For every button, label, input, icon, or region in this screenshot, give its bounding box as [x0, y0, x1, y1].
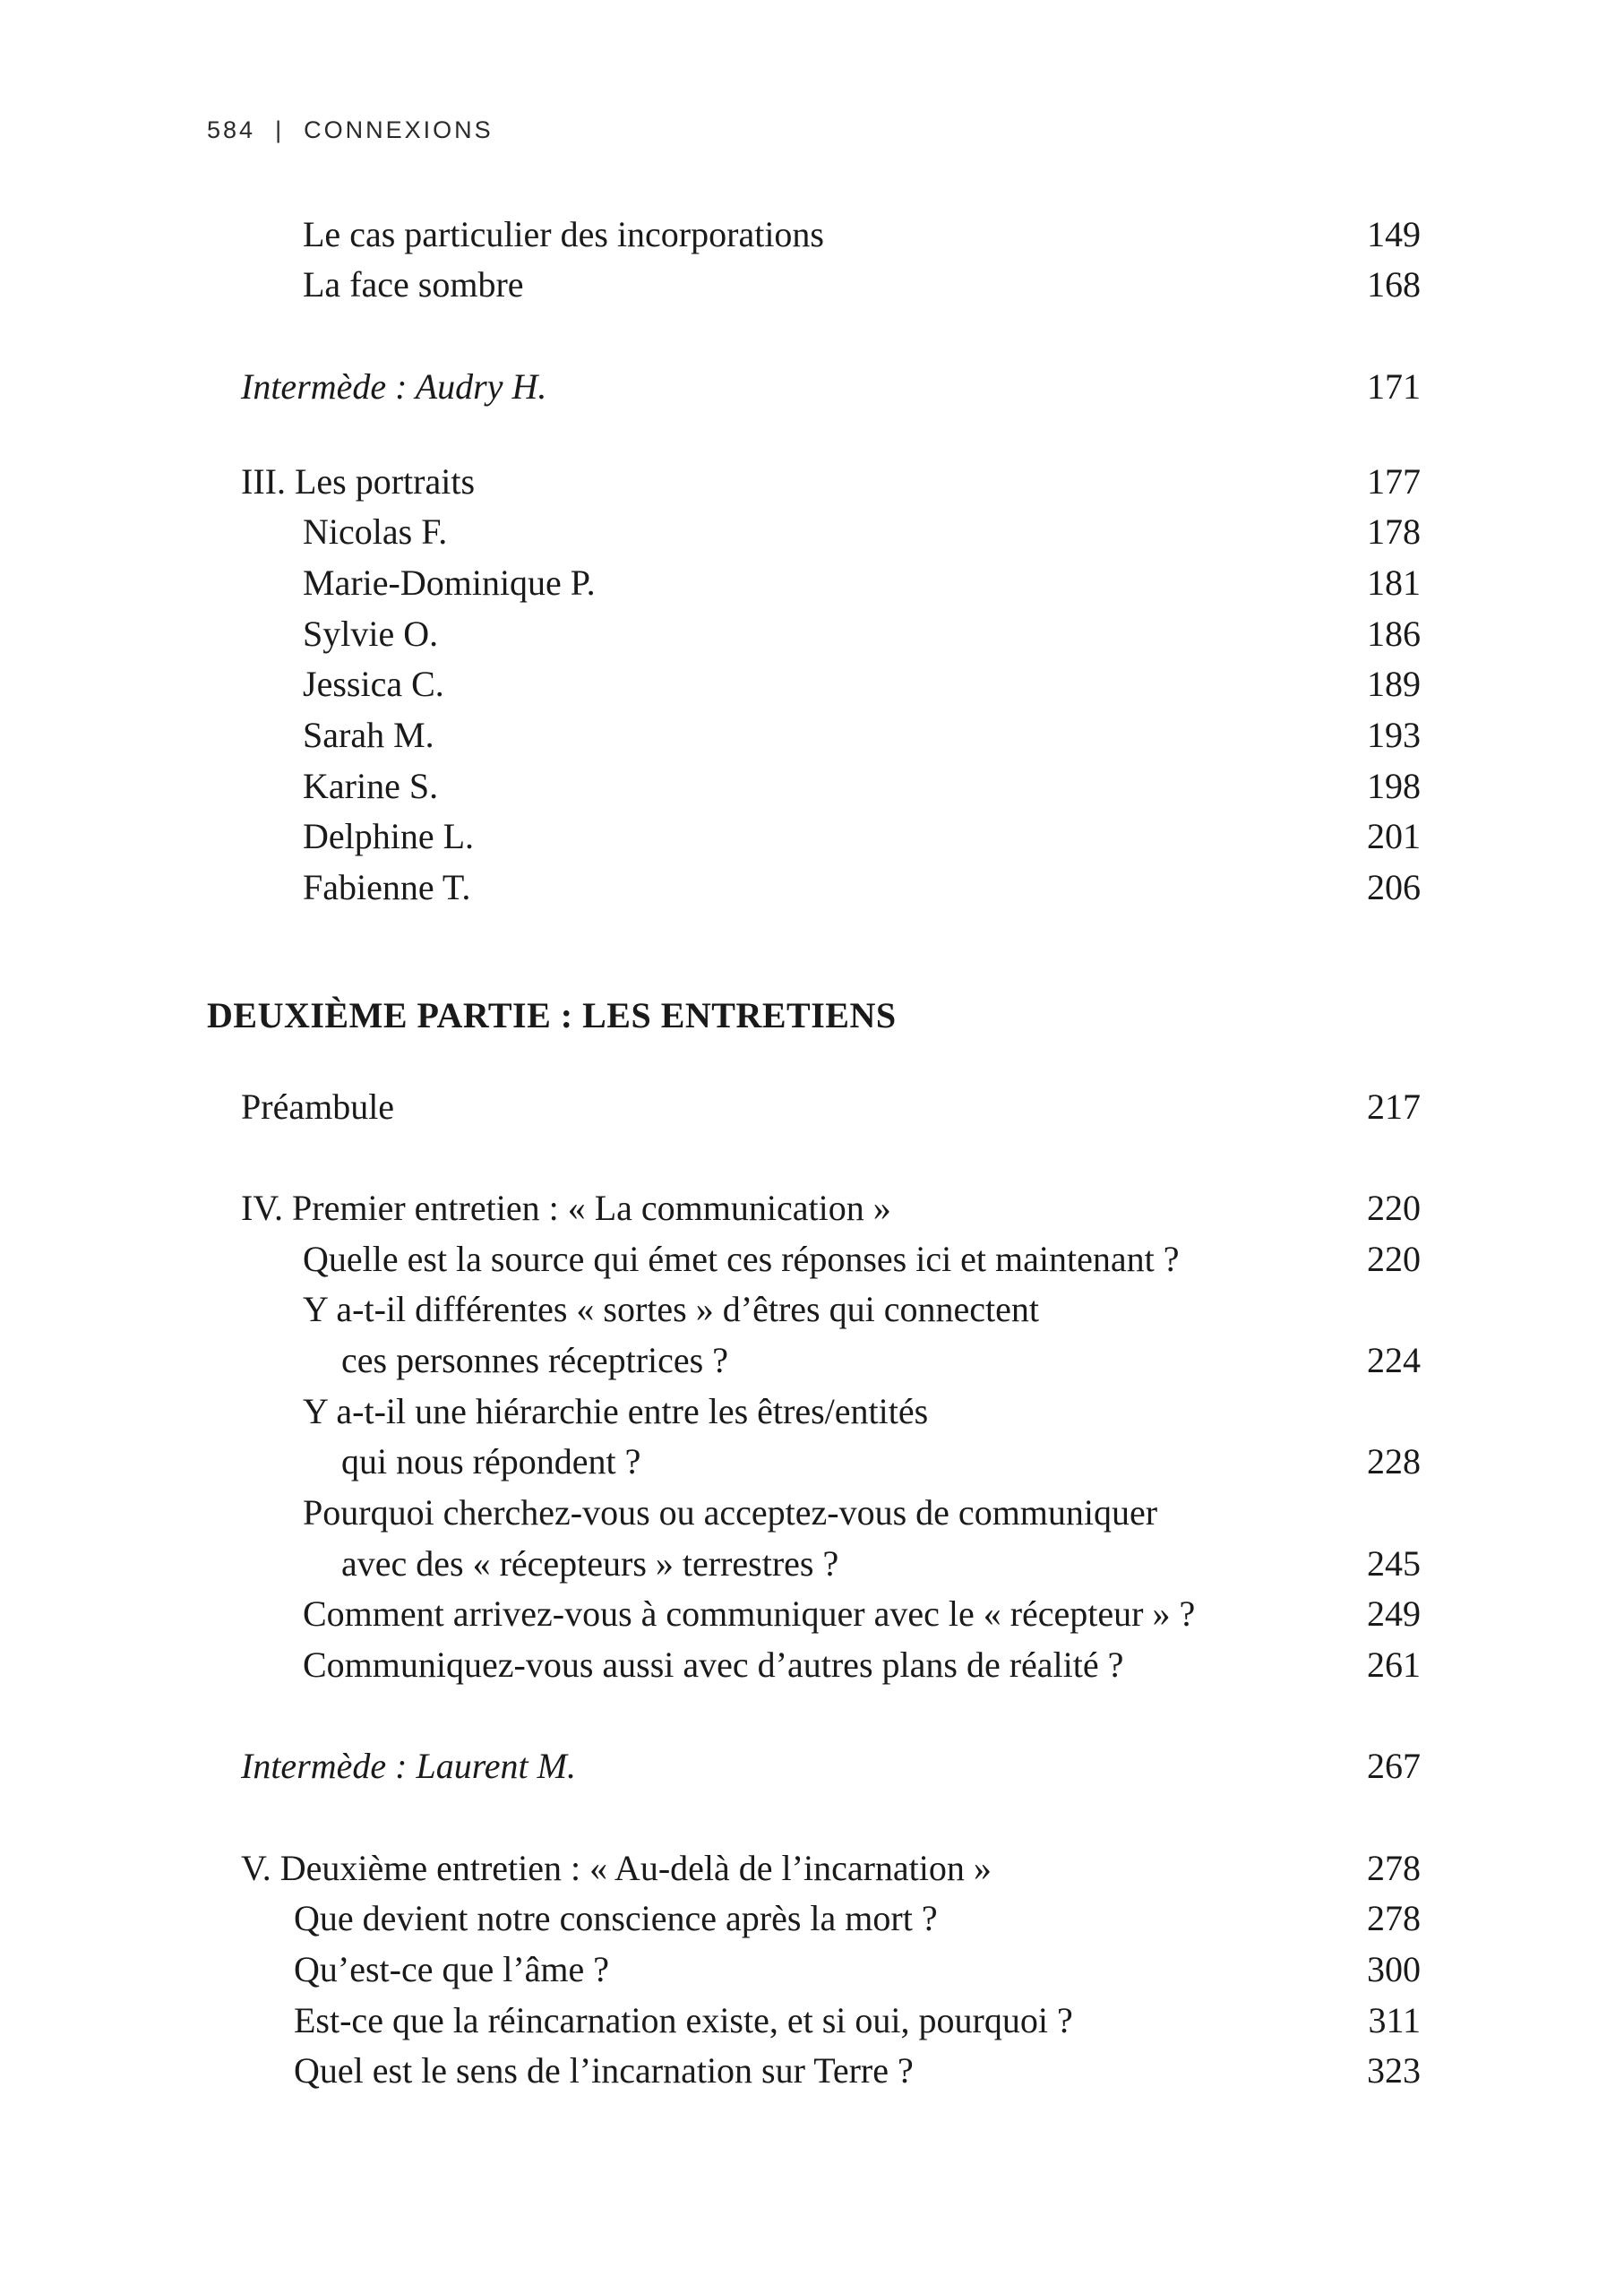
toc-chapter-title[interactable]: V. Deuxième entretien : « Au-delà de l’incarnation » [241, 1848, 992, 1888]
toc-entry-title[interactable]: Qu’est-ce que l’âme ? [294, 1949, 610, 1989]
toc-entry-continuation[interactable]: ces personnes réceptrices ? [341, 1340, 728, 1380]
toc-entry-page: 311 [1368, 2000, 1421, 2040]
header-separator: | [275, 116, 285, 143]
toc-entry-title[interactable]: Comment arrivez-vous à communiquer avec le « récepteur » ? [303, 1593, 1196, 1634]
toc-entry-page: 300 [1367, 1949, 1421, 1989]
toc-entry-page: 198 [1367, 766, 1421, 806]
toc-entry-page: 201 [1367, 816, 1421, 856]
toc-entry-title[interactable]: Delphine L. [303, 816, 475, 856]
book-title: CONNEXIONS [304, 116, 494, 143]
toc-entry-title[interactable]: Fabienne T. [303, 867, 471, 907]
toc-part-heading[interactable]: DEUXIÈME PARTIE : LES ENTRETIENS [207, 995, 897, 1035]
toc-entry-page: 206 [1367, 867, 1421, 907]
toc-entry-page: 171 [1367, 366, 1421, 407]
toc-entry-title[interactable]: Communiquez-vous aussi avec d’autres plans de réalité ? [303, 1645, 1124, 1685]
toc-entry-title[interactable]: Y a-t-il une hiérarchie entre les êtres/entités [303, 1391, 929, 1431]
toc-entry-page: 220 [1367, 1188, 1421, 1228]
toc-entry-page: 278 [1367, 1898, 1421, 1938]
toc-entry-title[interactable]: Pourquoi cherchez-vous ou acceptez-vous de communiquer [303, 1492, 1158, 1533]
toc-entry-page: 267 [1367, 1746, 1421, 1786]
toc-entry-page: 177 [1367, 461, 1421, 502]
toc-entry-title[interactable]: Préambule [241, 1086, 395, 1127]
toc-chapter-title[interactable]: III. Les portraits [241, 461, 476, 502]
toc-entry-page: 224 [1367, 1340, 1421, 1380]
toc-interlude-title[interactable]: Intermède : Laurent M. [241, 1746, 576, 1786]
toc-entry-title[interactable]: Sarah M. [303, 715, 434, 755]
toc-entry-title[interactable]: Jessica C. [303, 664, 444, 704]
toc-entry-page: 149 [1367, 214, 1421, 254]
toc-entry-title[interactable]: Marie-Dominique P. [303, 563, 596, 603]
toc-entry-title[interactable]: Sylvie O. [303, 614, 439, 654]
toc-entry-page: 181 [1367, 563, 1421, 603]
running-head [207, 116, 494, 144]
toc-entry-page: 189 [1367, 664, 1421, 704]
toc-entry-title[interactable]: Le cas particulier des incorporations [303, 214, 824, 254]
toc-chapter-title[interactable]: IV. Premier entretien : « La communication » [241, 1188, 891, 1228]
toc-entry-title[interactable]: Y a-t-il différentes « sortes » d’êtres qui connectent [303, 1289, 1039, 1329]
page-number: 584 [207, 116, 256, 143]
toc-entry-title[interactable]: Karine S. [303, 766, 439, 806]
toc-entry-title[interactable]: Nicolas F. [303, 511, 448, 552]
toc-entry-page: 193 [1367, 715, 1421, 755]
toc-entry-page: 220 [1367, 1239, 1421, 1279]
toc-entry-title[interactable]: Quel est le sens de l’incarnation sur Terre ? [294, 2050, 914, 2091]
toc-entry-page: 228 [1367, 1441, 1421, 1481]
toc-entry-page: 245 [1367, 1543, 1421, 1584]
toc-entry-page: 168 [1367, 264, 1421, 305]
toc-entry-page: 217 [1367, 1086, 1421, 1127]
toc-entry-title[interactable]: La face sombre [303, 264, 524, 305]
toc-interlude-title[interactable]: Intermède : Audry H. [241, 366, 547, 407]
toc-entry-page: 249 [1367, 1593, 1421, 1634]
toc-entry-page: 261 [1367, 1645, 1421, 1685]
toc-entry-page: 186 [1367, 614, 1421, 654]
toc-entry-page: 178 [1367, 511, 1421, 552]
toc-entry-continuation[interactable]: avec des « récepteurs » terrestres ? [341, 1543, 839, 1584]
toc-entry-page: 278 [1367, 1848, 1421, 1888]
toc-entry-title[interactable]: Est-ce que la réincarnation existe, et si oui, pourquoi ? [294, 2000, 1073, 2040]
toc-entry-title[interactable]: Que devient notre conscience après la mort ? [294, 1898, 938, 1938]
toc-entry-continuation[interactable]: qui nous répondent ? [341, 1441, 641, 1481]
toc-entry-page: 323 [1367, 2050, 1421, 2091]
toc-entry-title[interactable]: Quelle est la source qui émet ces réponses ici et maintenant ? [303, 1239, 1180, 1279]
